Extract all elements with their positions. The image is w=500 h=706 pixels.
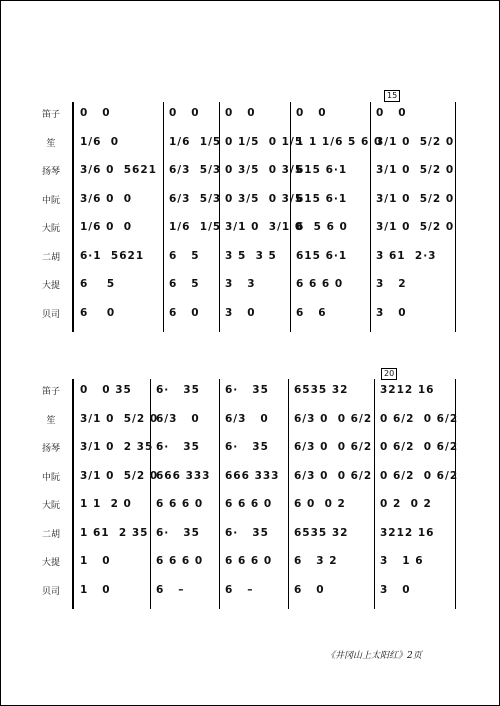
measure-cell: 3 0 bbox=[380, 583, 411, 596]
instrument-label: 大提 bbox=[41, 281, 60, 291]
measure-cell: 6/3 0 0 6/2 bbox=[294, 469, 373, 482]
measure-cell: 6 0 bbox=[169, 306, 200, 319]
measure-cell: 6 – bbox=[225, 583, 254, 596]
measure-cell: 6 6 6 0 bbox=[225, 498, 273, 510]
measure-cell: 3 0 bbox=[225, 306, 256, 319]
measure-cell: 1 1 2 0 bbox=[80, 498, 132, 510]
measure-cell: 6 6 6 0 bbox=[156, 498, 204, 510]
measure-cell: 6/3 0 0 6/2 bbox=[294, 441, 373, 453]
instrument-label: 二胡 bbox=[41, 252, 60, 263]
measure-cell: 1/6 0 0 bbox=[80, 221, 133, 233]
measure-cell: 6· 35 bbox=[156, 384, 200, 396]
system-brace bbox=[72, 379, 74, 609]
measure-cell: 6· 35 bbox=[225, 441, 269, 453]
measure-cell: 0 6/2 0 6/2 bbox=[380, 441, 459, 453]
measure-cell: 615 6·1 bbox=[296, 249, 348, 262]
barline bbox=[219, 379, 220, 609]
measure-cell: 3 1 6 bbox=[380, 555, 424, 567]
measure-cell: 6/3 5/3 bbox=[169, 164, 222, 176]
measure-cell: 0 3/5 0 3/5 bbox=[225, 164, 304, 176]
instrument-label: 笛子 bbox=[41, 110, 60, 120]
barline bbox=[288, 379, 289, 609]
measure-cell: 0 0 bbox=[169, 107, 200, 119]
instrument-label: 二胡 bbox=[41, 529, 60, 540]
instrument-label: 贝司 bbox=[41, 309, 60, 320]
instrument-label: 大阮 bbox=[41, 224, 60, 234]
measure-cell: 6/3 0 0 6/2 bbox=[294, 412, 373, 425]
measure-cell: 1 61 2 35 bbox=[80, 526, 149, 539]
measure-cell: 0 2 0 2 bbox=[380, 498, 432, 510]
measure-cell: 6/3 5/3 bbox=[169, 192, 222, 205]
barline bbox=[163, 102, 164, 332]
measure-cell: 6 5 bbox=[80, 278, 116, 290]
measure-cell: 6· 35 bbox=[156, 441, 200, 453]
measure-cell: 6535 32 bbox=[294, 384, 349, 396]
measure-cell: 6 6 6 0 bbox=[156, 555, 204, 567]
measure-cell: 1/6 0 bbox=[80, 135, 120, 148]
measure-cell: 3/1 0 5/2 0 bbox=[376, 192, 455, 205]
measure-cell: 3/1 0 5/2 0 bbox=[376, 135, 455, 148]
measure-cell: 3/1 0 5/2 0 bbox=[80, 412, 159, 425]
system-brace bbox=[72, 102, 74, 332]
measure-cell: 0 6/2 0 6/2 bbox=[380, 412, 459, 425]
measure-cell: 6 0 0 2 bbox=[294, 498, 346, 510]
measure-cell: 3 5 3 5 bbox=[225, 249, 277, 262]
measure-cell: 0 1/5 0 1/5 bbox=[225, 135, 304, 148]
measure-cell: 6 5 bbox=[169, 249, 200, 262]
measure-cell: 0 3/5 0 3/5 bbox=[225, 192, 304, 205]
rehearsal-mark-20: 20 bbox=[381, 368, 397, 380]
instrument-label: 中阮 bbox=[41, 472, 60, 483]
measure-cell: 666 333 bbox=[156, 469, 211, 482]
rehearsal-mark-15: 15 bbox=[384, 90, 400, 102]
instrument-label: 扬琴 bbox=[41, 167, 60, 177]
measure-cell: 6· 35 bbox=[156, 526, 200, 539]
measure-cell: 3/1 0 5/2 0 bbox=[376, 164, 455, 176]
measure-cell: 6 0 bbox=[294, 583, 325, 596]
measure-cell: 0 0 bbox=[225, 107, 256, 119]
measure-cell: 666 333 bbox=[225, 469, 280, 482]
measure-cell: 1 0 bbox=[80, 583, 111, 596]
measure-cell: 3 0 bbox=[376, 306, 407, 319]
measure-cell: 1 1 1/6 5 6 0 bbox=[296, 135, 383, 148]
measure-cell: 0 6/2 0 6/2 bbox=[380, 469, 459, 482]
measure-cell: 6/3 0 bbox=[225, 412, 269, 425]
measure-cell: 6 5 bbox=[169, 278, 200, 290]
measure-cell: 615 6·1 bbox=[296, 192, 348, 205]
measure-cell: 6 6 bbox=[296, 306, 327, 319]
measure-cell: 3/1 0 5/2 0 bbox=[376, 221, 455, 233]
measure-cell: 3/1 0 2 35 bbox=[80, 441, 154, 453]
measure-cell: 0 0 bbox=[80, 107, 111, 119]
measure-cell: 6 6 6 0 bbox=[296, 278, 344, 290]
measure-cell: 1/6 1/5 bbox=[169, 221, 222, 233]
instrument-label: 笛子 bbox=[41, 387, 60, 397]
measure-cell: 6 – bbox=[156, 583, 185, 596]
measure-cell: 3/6 0 5621 bbox=[80, 164, 157, 176]
measure-cell: 3 3 bbox=[225, 278, 256, 290]
measure-cell: 3 61 2·3 bbox=[376, 249, 437, 262]
measure-cell: 6 5 6 0 bbox=[296, 221, 348, 233]
measure-cell: 1/6 1/5 bbox=[169, 135, 222, 148]
measure-cell: 6· 35 bbox=[225, 384, 269, 396]
barline bbox=[455, 102, 456, 332]
measure-cell: 0 0 35 bbox=[80, 384, 132, 396]
instrument-label: 扬琴 bbox=[41, 444, 60, 454]
measure-cell: 3/6 0 0 bbox=[80, 192, 133, 205]
measure-cell: 3/1 0 5/2 0 bbox=[80, 469, 159, 482]
instrument-label: 大提 bbox=[41, 558, 60, 568]
measure-cell: 6 6 6 0 bbox=[225, 555, 273, 567]
measure-cell: 6 3 2 bbox=[294, 555, 338, 567]
instrument-label: 中阮 bbox=[41, 195, 60, 206]
measure-cell: 0 0 bbox=[376, 107, 407, 119]
measure-cell: 0 0 bbox=[296, 107, 327, 119]
page-footer: 《井冈山上太阳红》2页 bbox=[326, 651, 422, 661]
measure-cell: 6 0 bbox=[80, 306, 116, 319]
measure-cell: 6· 35 bbox=[225, 526, 269, 539]
instrument-label: 笙 bbox=[46, 138, 56, 149]
measure-cell: 615 6·1 bbox=[296, 164, 348, 176]
measure-cell: 1 0 bbox=[80, 555, 111, 567]
measure-cell: 3 2 bbox=[376, 278, 407, 290]
measure-cell: 6535 32 bbox=[294, 526, 349, 539]
instrument-label: 笙 bbox=[46, 415, 56, 426]
measure-cell: 3212 16 bbox=[380, 384, 435, 396]
instrument-label: 贝司 bbox=[41, 586, 60, 597]
instrument-label: 大阮 bbox=[41, 501, 60, 511]
measure-cell: 6·1 5621 bbox=[80, 249, 145, 262]
measure-cell: 3212 16 bbox=[380, 526, 435, 539]
barline bbox=[374, 379, 375, 609]
measure-cell: 6/3 0 bbox=[156, 412, 200, 425]
measure-cell: 3/1 0 3/1 0 bbox=[225, 221, 304, 233]
